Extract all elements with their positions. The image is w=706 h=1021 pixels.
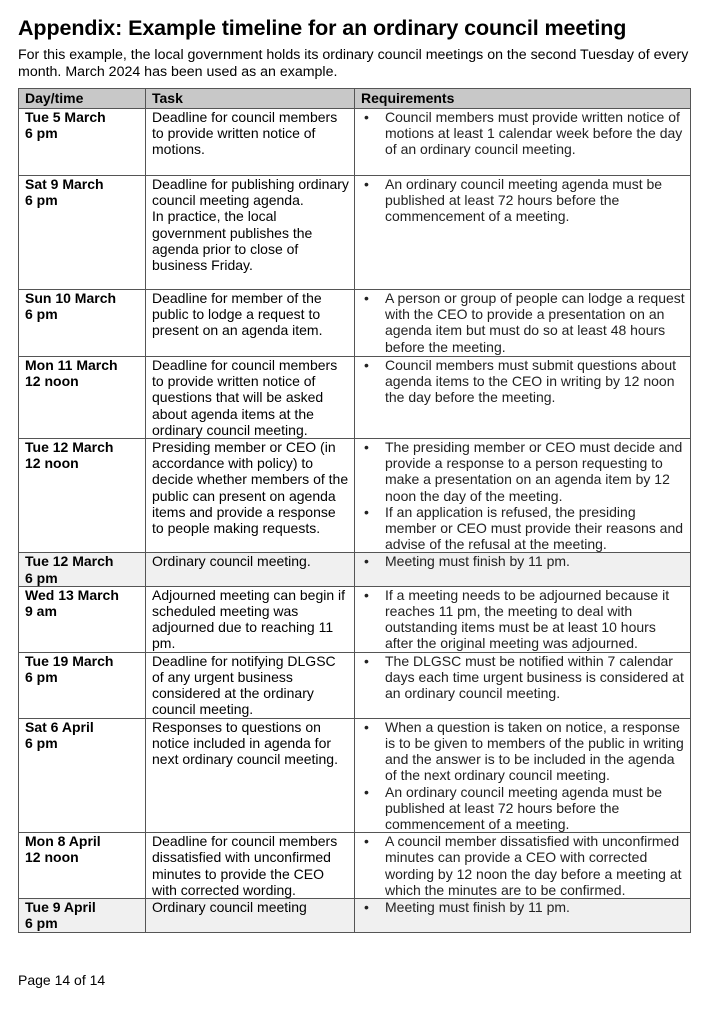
time-label: 9 am xyxy=(25,603,57,620)
task-cell xyxy=(146,833,355,899)
task-cell xyxy=(146,109,355,176)
time-label: 6 pm xyxy=(25,192,58,209)
task-text: Deadline for council members to provide written notice of motions. xyxy=(152,109,338,158)
requirements-list xyxy=(361,587,685,652)
requirements-list xyxy=(361,109,685,158)
requirements-list xyxy=(361,176,685,225)
header-requirements: Requirements xyxy=(355,89,691,109)
requirements-cell xyxy=(355,176,691,290)
table-header-row xyxy=(19,89,691,109)
table-row xyxy=(19,899,691,932)
time-label: 6 pm xyxy=(25,306,58,323)
timeline-body xyxy=(19,109,691,933)
task-text: Deadline for council members dissatisfied with unconfirmed minutes to provide the CEO with corrected wording. xyxy=(152,833,338,898)
requirements-cell xyxy=(355,553,691,586)
requirements-cell xyxy=(355,833,691,899)
table-row xyxy=(19,652,691,718)
table-row xyxy=(19,553,691,586)
table-row xyxy=(19,290,691,357)
task-cell xyxy=(146,899,355,932)
table-row xyxy=(19,109,691,176)
page-number: Page 14 of 14 xyxy=(18,972,106,988)
task-text: Ordinary council meeting xyxy=(152,899,307,916)
requirement-item: • If a meeting needs to be adjourned because it reaches 11 pm, the meeting to deal with outstanding items must be at least 10 hours after the original meeting was adjourned. xyxy=(361,587,685,652)
requirement-item: • Meeting must finish by 11 pm. xyxy=(361,553,685,569)
intro-paragraph: For this example, the local government holds its ordinary council meetings on the second Tuesday of every month. March 2024 has been used as an example. xyxy=(18,47,689,80)
table-row xyxy=(19,586,691,652)
day-time-cell xyxy=(19,899,146,932)
day-time-cell xyxy=(19,176,146,290)
task-text: Responses to questions on notice included in agenda for next ordinary council meeting. xyxy=(152,718,338,768)
day-time-cell xyxy=(19,357,146,439)
timeline-table xyxy=(18,88,691,933)
requirements-cell xyxy=(355,357,691,439)
requirements-cell xyxy=(355,439,691,553)
day-time-cell xyxy=(19,586,146,652)
day-time-cell xyxy=(19,652,146,718)
day-label: Mon 11 March xyxy=(25,357,118,373)
time-label: 6 pm xyxy=(25,569,58,586)
requirement-item: • An ordinary council meeting agenda must be published at least 72 hours before the commencement of a meeting. xyxy=(361,176,685,225)
task-cell xyxy=(146,176,355,290)
day-time-cell xyxy=(19,553,146,586)
time-label: 6 pm xyxy=(25,669,58,686)
requirement-item: • If an application is refused, the presiding member or CEO must provide their reasons and advise of the refusal at the meeting. xyxy=(361,504,685,553)
time-label: 12 noon xyxy=(25,373,79,390)
header-task: Task xyxy=(146,89,355,109)
day-time-cell xyxy=(19,718,146,832)
requirements-cell xyxy=(355,290,691,357)
requirements-list xyxy=(361,899,685,915)
time-label: 6 pm xyxy=(25,735,58,752)
day-time-cell xyxy=(19,290,146,357)
day-time-cell xyxy=(19,109,146,176)
requirement-item: • When a question is taken on notice, a response is to be given to members of the public in writing and the answer is to be included in the agenda of the next ordinary council meeting. xyxy=(361,719,685,784)
day-label: Tue 12 March xyxy=(25,553,114,570)
task-text: Adjourned meeting can begin if scheduled meeting was adjourned due to reaching 11 pm. xyxy=(152,586,346,652)
table-row xyxy=(19,439,691,553)
day-time-cell xyxy=(19,833,146,899)
requirements-list xyxy=(361,719,685,832)
requirements-list xyxy=(361,357,685,406)
requirements-cell xyxy=(355,899,691,932)
requirements-cell xyxy=(355,718,691,832)
requirements-cell xyxy=(355,652,691,718)
task-cell xyxy=(146,586,355,652)
task-cell xyxy=(146,553,355,586)
requirement-item: • Council members must submit questions about agenda items to the CEO in writing by 12 noon the day before the meeting. xyxy=(361,357,685,406)
requirements-list xyxy=(361,833,685,898)
requirements-list xyxy=(361,439,685,552)
task-cell xyxy=(146,357,355,439)
requirement-item: • Council members must provide written notice of motions at least 1 calendar week before the day of an ordinary council meeting. xyxy=(361,109,685,158)
time-label: 6 pm xyxy=(25,125,58,142)
day-label: Wed 13 March xyxy=(25,586,119,603)
day-label: Tue 9 April xyxy=(25,899,96,916)
day-label: Sun 10 March xyxy=(25,290,117,306)
day-time-cell xyxy=(19,439,146,553)
day-label: Tue 19 March xyxy=(25,652,114,669)
requirements-list xyxy=(361,653,685,702)
requirements-list xyxy=(361,553,685,569)
table-row xyxy=(19,176,691,290)
requirement-item: • Meeting must finish by 11 pm. xyxy=(361,899,685,915)
task-cell xyxy=(146,439,355,553)
table-row xyxy=(19,833,691,899)
task-cell xyxy=(146,652,355,718)
table-row xyxy=(19,357,691,439)
task-text: Presiding member or CEO (in accordance with policy) to decide whether members of the public can present on agenda items and provide a response to people making requests. xyxy=(152,439,349,537)
requirements-list xyxy=(361,290,685,355)
day-label: Tue 5 March xyxy=(25,109,106,125)
task-cell xyxy=(146,718,355,832)
time-label: 12 noon xyxy=(25,849,79,866)
page-title: Appendix: Example timeline for an ordinary council meeting xyxy=(18,16,627,40)
day-label: Mon 8 April xyxy=(25,833,101,850)
requirement-item: • A person or group of people can lodge a request with the CEO to provide a presentation on an agenda item but must do so at least 48 hours before the meeting. xyxy=(361,290,685,355)
requirement-item: • An ordinary council meeting agenda must be published at least 72 hours before the commencement of a meeting. xyxy=(361,784,685,833)
task-cell xyxy=(146,290,355,357)
requirements-cell xyxy=(355,586,691,652)
task-text: Deadline for publishing ordinary council meeting agenda. xyxy=(152,176,349,209)
task-text: Deadline for member of the public to lodge a request to present on an agenda item. xyxy=(152,290,323,339)
task-text: Ordinary council meeting. xyxy=(152,553,311,570)
requirement-item: • The DLGSC must be notified within 7 calendar days each time urgent business is considered at an ordinary council meeting. xyxy=(361,653,685,702)
task-note: In practice, the local government publishes the agenda prior to close of business Friday. xyxy=(152,208,313,274)
day-label: Sat 6 April xyxy=(25,718,94,735)
time-label: 12 noon xyxy=(25,455,79,472)
requirement-item: • A council member dissatisfied with unconfirmed minutes can provide a CEO with corrected wording by 12 noon the day before a meeting at which the minutes are to be confirmed. xyxy=(361,833,685,898)
requirement-item: • The presiding member or CEO must decide and provide a response to a person requesting to make a presentation on an agenda item by 12 noon the day of the meeting. xyxy=(361,439,685,504)
day-label: Tue 12 March xyxy=(25,439,114,456)
task-text: Deadline for council members to provide written notice of questions that will be asked about agenda items at the ordinary council meeting. xyxy=(152,357,338,438)
requirements-cell xyxy=(355,109,691,176)
header-day-time: Day/time xyxy=(19,89,146,109)
day-label: Sat 9 March xyxy=(25,176,104,192)
task-text: Deadline for notifying DLGSC of any urgent business considered at the ordinary council meeting. xyxy=(152,652,336,718)
table-row xyxy=(19,718,691,832)
time-label: 6 pm xyxy=(25,915,58,932)
